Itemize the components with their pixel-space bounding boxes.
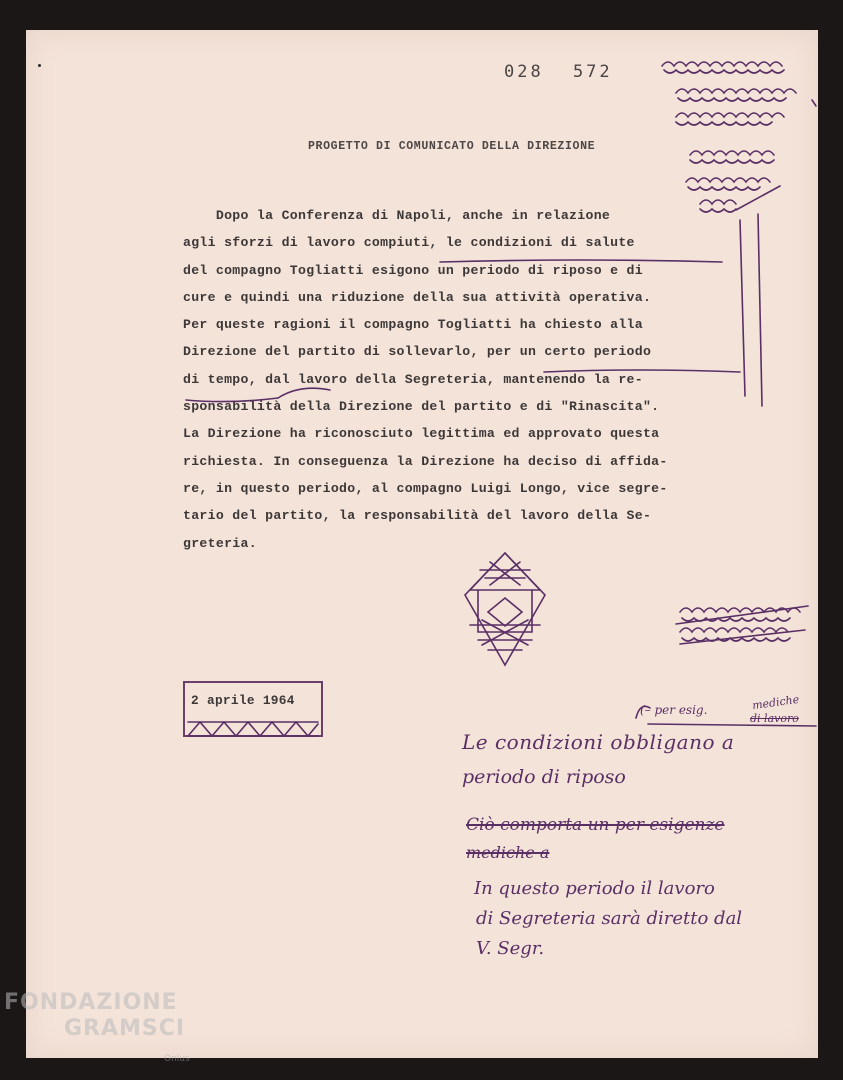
handwritten-note-line3: In questo periodo il lavoro xyxy=(474,878,715,899)
date-stamp-box xyxy=(183,681,323,737)
body-line: Direzione del partito di sollevarlo, per un certo periodo xyxy=(183,344,652,360)
document-date: 2 aprile 1964 xyxy=(191,693,295,708)
watermark-line3: Onlus xyxy=(164,1054,190,1064)
watermark-line1: FONDAZIONE xyxy=(4,990,178,1015)
margin-mark xyxy=(38,64,41,67)
handwritten-note-line4: di Segreteria sarà diretto dal xyxy=(476,908,743,929)
body-line: agli sforzi di lavoro compiuti, le condizioni di salute xyxy=(183,235,635,251)
handwritten-struck-line1: Ciò comporta un per esigenze xyxy=(466,815,725,835)
communique-body xyxy=(183,202,763,557)
body-line: Per queste ragioni il compagno Togliatti ha chiesto alla xyxy=(183,317,643,333)
handwritten-note-line5: V. Segr. xyxy=(476,938,545,959)
body-line: tario del partito, la responsabilità del lavoro della Se- xyxy=(183,508,652,524)
handwritten-note-line2: periodo di riposo xyxy=(462,766,626,788)
document-title: PROGETTO DI COMUNICATO DELLA DIREZIONE xyxy=(308,140,596,153)
handwritten-insert-line: (– per esig. xyxy=(640,703,708,717)
body-line: Dopo la Conferenza di Napoli, anche in relazione xyxy=(183,208,611,223)
body-line: greteria. xyxy=(183,535,257,551)
handwritten-note-line1: Le condizioni obbligano a xyxy=(462,730,735,754)
watermark-line2: GRAMSCI xyxy=(64,1016,186,1041)
body-line: di tempo, dal lavoro della Segreteria, mantenendo la re- xyxy=(183,371,643,387)
body-line: del compagno Togliatti esigono un periodo di riposo e di xyxy=(183,262,643,278)
handwritten-insert-struck: di lavoro xyxy=(750,712,799,725)
body-line: La Direzione ha riconosciuto legittima ed approvato questa xyxy=(183,426,660,442)
fondazione-watermark xyxy=(4,990,190,1072)
handwritten-insert-top: mediche xyxy=(751,692,800,713)
handwritten-struck-line2: mediche a xyxy=(466,843,550,862)
archive-number: 028 572 xyxy=(504,62,613,82)
body-line: sponsabilità della Direzione del partito e di "Rinascita". xyxy=(183,399,660,415)
body-line: re, in questo periodo, al compagno Luigi Longo, vice segre- xyxy=(183,480,668,496)
body-line: richiesta. In conseguenza la Direzione ha deciso di affida- xyxy=(183,453,668,469)
body-line: cure e quindi una riduzione della sua attività operativa. xyxy=(183,289,652,305)
